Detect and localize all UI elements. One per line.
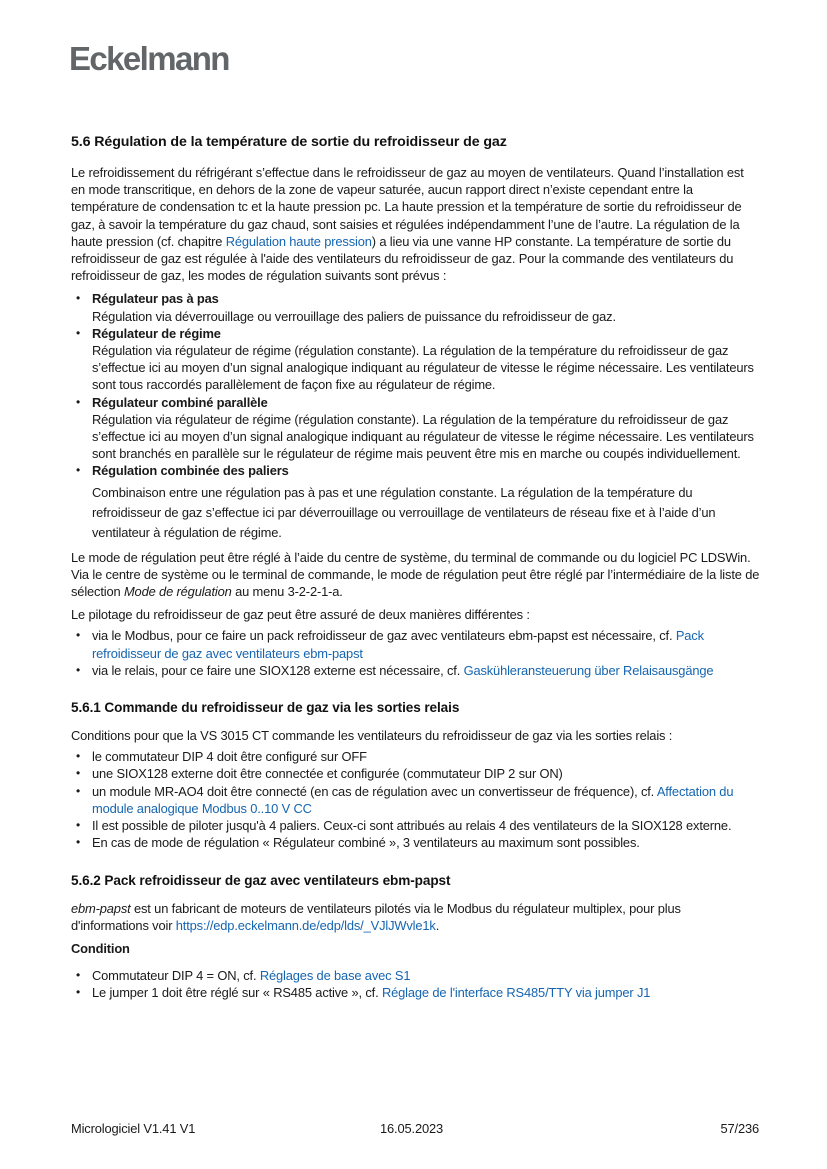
mode-setting-text-2: au menu 3-2-2-1-a. [231, 584, 343, 600]
footer-firmware-version: Micrologiciel V1.41 V1 [71, 1121, 196, 1136]
section-5-6-title: 5.6 Régulation de la température de sortie du refroidisseur de gaz [71, 134, 507, 150]
section-5-6-1-intro: Conditions pour que la VS 3015 CT commande les ventilateurs du refroidisseur de gaz via les sorties relais : [71, 728, 673, 744]
mode-setting-text-1: Le mode de régulation peut être réglé à l’aide du centre de système, du terminal de commande ou du logiciel PC LDSWin. Via le centre de système ou le terminal de commande, le mode de régulation peut être réglé par l’intermédiaire de la liste de sélection [71, 549, 760, 600]
mode-description: Régulation via régulateur de régime (régulation constante). La régulation de la température du refroidisseur de gaz s’effectue ici au moyen d’un signal analogique indiquant au régulateur de vitesse le régime nécessaire. Les ventilateurs sont tous raccordés parallèlement de façon fixe au régulateur de régime. [92, 343, 754, 393]
list-item-mode [71, 462, 761, 542]
footer-page-number: 57/236 [720, 1121, 759, 1136]
link-gaskuehler-relais[interactable]: Gaskühleransteuerung über Relaisausgänge [463, 662, 714, 678]
condition-text: une SIOX128 externe doit être connectée et configurée (commutateur DIP 2 sur ON) [92, 766, 563, 782]
section-5-6-1-title: 5.6.1 Commande du refroidisseur de gaz via les sorties relais [71, 700, 460, 716]
piloting-text: via le Modbus, pour ce faire un pack refroidisseur de gaz avec ventilateurs ebm-papst est nécessaire, cf. [92, 628, 676, 644]
condition-text: Commutateur DIP 4 = ON, cf. [92, 968, 260, 984]
bullet-icon: • [76, 291, 81, 306]
bullet-icon: • [76, 628, 81, 643]
piloting-options-list [71, 627, 761, 679]
list-item-condition [71, 748, 761, 765]
intro-text-2: ) a lieu via une vanne HP constante. La température de sortie du refroidisseur de gaz est régulée à l'aide des ventilateurs du refroidisseur de gaz. Pour la commande des ventilateurs du refroidisseur de gaz, les modes de régulation suivants sont prévus : [71, 233, 734, 284]
condition-heading: Condition [71, 940, 130, 956]
condition-text: En cas de mode de régulation « Régulateur combiné », 3 ventilateurs au maximum sont possibles. [92, 835, 640, 851]
bullet-icon: • [76, 662, 81, 677]
bullet-icon: • [76, 818, 81, 833]
regulation-modes-list [71, 290, 761, 542]
bullet-icon: • [76, 835, 81, 850]
link-regulation-haute-pression[interactable]: Régulation haute pression [225, 233, 372, 249]
link-reglages-s1[interactable]: Réglages de base avec S1 [259, 968, 411, 984]
list-item-condition [71, 834, 761, 851]
ebm-intro-end: . [435, 917, 440, 933]
condition-text: un module MR-AO4 doit être connecté (en cas de régulation avec un convertisseur de fréquence), cf. [92, 783, 657, 799]
bullet-icon: • [76, 783, 81, 798]
link-eckelmann-url[interactable]: https://edp.eckelmann.de/edp/lds/_VJlJWvle1k [175, 917, 436, 933]
bullet-icon: • [76, 325, 81, 340]
bullet-icon: • [76, 394, 81, 409]
list-item-condition [71, 817, 761, 834]
footer-date: 16.05.2023 [380, 1121, 444, 1136]
list-item-mode [71, 394, 761, 463]
list-item-mode [71, 290, 761, 324]
piloting-intro: Le pilotage du refroidisseur de gaz peut être assuré de deux manières différentes : [71, 607, 530, 623]
mode-setting-italic: Mode de régulation [123, 584, 232, 600]
condition-text: Il est possible de piloter jusqu'à 4 paliers. Ceux-ci sont attribués au relais 4 des ventilateurs de la SIOX128 externe. [92, 818, 732, 834]
mode-term: Régulateur combiné parallèle [92, 394, 268, 410]
piloting-text: via le relais, pour ce faire une SIOX128 externe est nécessaire, cf. [92, 662, 464, 678]
condition-text: le commutateur DIP 4 doit être configuré sur OFF [92, 749, 367, 765]
bullet-icon: • [76, 749, 81, 764]
ebm-conditions-list [71, 967, 761, 1001]
bullet-icon: • [76, 463, 81, 478]
eckelmann-logo: Eckelmann [69, 40, 229, 77]
bullet-icon: • [76, 968, 81, 983]
condition-text: Le jumper 1 doit être réglé sur « RS485 active », cf. [92, 985, 382, 1001]
mode-term: Régulateur de régime [92, 325, 221, 341]
list-item-condition [71, 967, 761, 984]
intro-text-1: Le refroidissement du réfrigérant s’effectue dans le refroidisseur de gaz au moyen de ventilateurs. Quand l’installation est en mode transcritique, en dehors de la zone de vapeur saturée, aucun rapport direct n’existe cependant entre la température de condensation tc et la haute pression pc. La haute pression et la température de sortie du refroidisseur de gaz, à savoir la température du gaz chaud, sont saisies et régulées indépendamment l’une de l’autre. La régulation de la haute pression (cf. chapitre [71, 165, 744, 249]
list-item-piloting [71, 662, 761, 679]
link-module-analogique[interactable]: Affectation du module analogique Modbus 0..10 V CC [92, 783, 734, 816]
link-pack-ebm-papst[interactable]: Pack refroidisseur de gaz avec ventilateurs ebm-papst [92, 628, 704, 661]
mode-term: Régulation combinée des paliers [92, 463, 289, 479]
mode-description: Régulation via déverrouillage ou verrouillage des paliers de puissance du refroidisseur de gaz. [92, 308, 616, 324]
list-item-condition [71, 783, 761, 817]
relay-conditions-list [71, 748, 761, 851]
section-5-6-2-intro [71, 900, 761, 934]
link-rs485-jumper[interactable]: Réglage de l'interface RS485/TTY via jumper J1 [381, 985, 651, 1001]
ebm-papst-italic: ebm-papst [71, 900, 131, 916]
list-item-piloting [71, 627, 761, 661]
list-item-mode [71, 325, 761, 394]
section-5-6-2-title: 5.6.2 Pack refroidisseur de gaz avec ventilateurs ebm-papst [71, 872, 451, 888]
section-5-6-intro [71, 164, 761, 284]
bullet-icon: • [76, 766, 81, 781]
mode-term: Régulateur pas à pas [92, 291, 219, 307]
bullet-icon: • [76, 985, 81, 1000]
mode-description: Régulation via régulateur de régime (régulation constante). La régulation de la température du refroidisseur de gaz s’effectue ici au moyen d’un signal analogique indiquant au régulateur de vitesse le régime nécessaire. Les ventilateurs sont branchés en parallèle sur le régulateur de régime mais peuvent être mis en marche ou coupés individuellement. [92, 411, 754, 462]
ebm-intro-text: est un fabricant de moteurs de ventilateurs pilotés via le Modbus du régulateur multiplex, pour plus d'informations voir [71, 900, 681, 933]
list-item-condition [71, 984, 761, 1001]
mode-description: Combinaison entre une régulation pas à pas et une régulation constante. La régulation de la température du refroidisseur de gaz s’effectue ici par déverrouillage ou verrouillage de ventilateurs de réseau fixe et à l’aide d’un ventilateur à régulation de régime. [92, 484, 716, 540]
mode-setting-paragraph [71, 549, 761, 601]
list-item-condition [71, 765, 761, 782]
document-body [71, 134, 761, 1002]
